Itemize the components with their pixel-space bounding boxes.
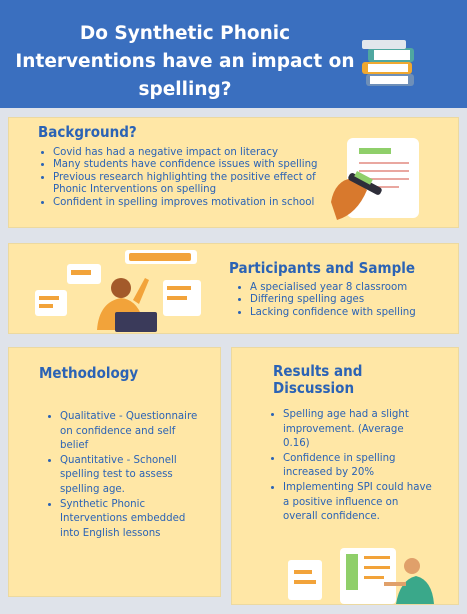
background-panel: [8, 117, 459, 228]
person-laptop-icon: [33, 248, 213, 334]
results-panel: [231, 347, 459, 605]
list-item: • Covid has had a negative impact on literacy: [53, 147, 343, 159]
methodology-title: Methodology: [39, 364, 139, 382]
participants-panel: [8, 243, 459, 334]
person-reading-icon: [284, 544, 434, 604]
list-item: • Lacking confidence with spelling: [250, 307, 467, 319]
participants-title: Participants and Sample: [229, 259, 416, 277]
list-item: • Many students have confidence issues with spelling: [53, 159, 343, 171]
participants-list: [237, 282, 467, 319]
list-item: • Previous research highlighting the positive effect of Phonic Interventions on spelling: [53, 172, 343, 197]
list-item: • Synthetic Phonic Interventions embedded into English lessons: [60, 498, 198, 542]
results-list: [270, 408, 433, 525]
list-item: • Qualitative - Questionnaire on confidence and self belief: [60, 410, 198, 454]
list-item: • A specialised year 8 classroom: [250, 282, 467, 294]
list-item: • Confidence in spelling increased by 20%: [283, 452, 433, 481]
list-item: • Implementing SPI could have a positive influence on overall confidence.: [283, 481, 433, 525]
page-title: Do Synthetic Phonic Interventions have an impact on spelling?: [15, 23, 355, 100]
background-title: Background?: [38, 123, 137, 141]
document-pen-icon: [327, 130, 427, 228]
header-banner: [0, 0, 467, 108]
methodology-list: [47, 410, 198, 541]
list-item: • Quantitative - Schonell spelling test to assess spelling age.: [60, 454, 198, 498]
background-list: [40, 147, 343, 209]
list-item: • Confident in spelling improves motivation in school: [53, 197, 343, 209]
methodology-panel: [8, 347, 221, 597]
list-item: • Spelling age had a slight improvement. (Average 0.16): [283, 408, 433, 452]
list-item: • Differing spelling ages: [250, 294, 467, 306]
results-title: Results and Discussion: [273, 362, 363, 397]
books-icon: [360, 40, 420, 90]
